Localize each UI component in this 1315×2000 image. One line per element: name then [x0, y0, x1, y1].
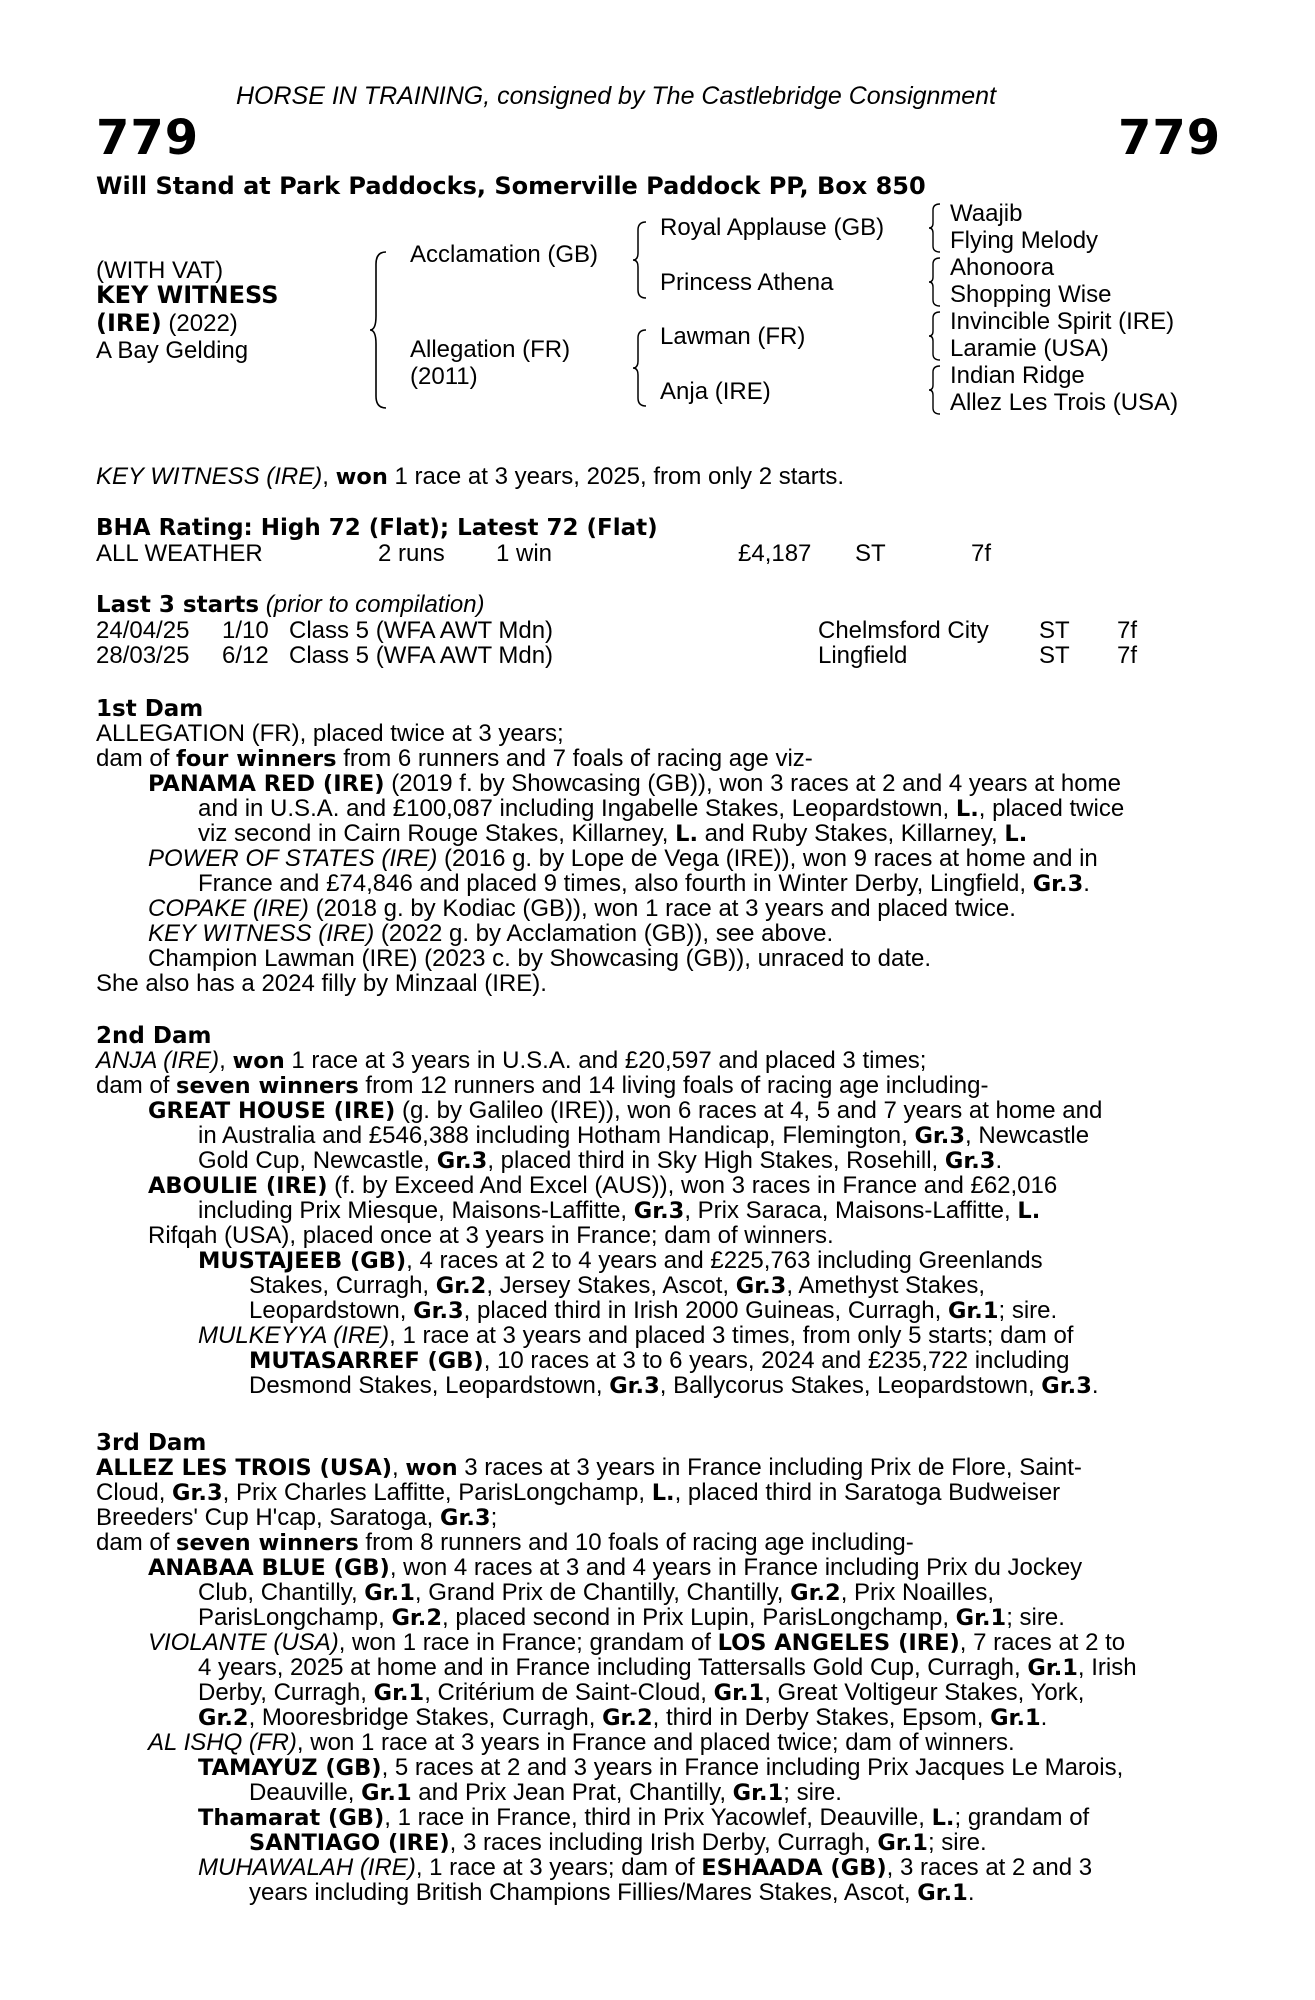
produce-line: KEY WITNESS (IRE) (2022 g. by Acclamation (GB)), see above. [148, 920, 834, 947]
going: ST [855, 540, 886, 567]
dam-dam: Anja (IRE) [660, 378, 771, 405]
summary-rest: 1 race at 3 years, 2025, from only 2 starts. [387, 463, 845, 490]
produce-line: Deauville, Gr.1 and Prix Jean Prat, Chantilly, Gr.1; sire. [249, 1779, 842, 1806]
produce-line: Leopardstown, Gr.3, placed third in Irish 2000 Guineas, Curragh, Gr.1; sire. [249, 1297, 1058, 1324]
lot-number-right: 779 [1118, 110, 1222, 166]
race-summary [96, 464, 844, 491]
start-distance: 7f [1117, 642, 1138, 669]
produce-line: ABOULIE (IRE) (f. by Exceed And Excel (AUS)), won 3 races in France and £62,016 [148, 1172, 1058, 1199]
produce-line: MUSTAJEEB (GB), 4 races at 2 to 4 years and £225,763 including Greenlands [198, 1247, 1043, 1274]
horse-description: A Bay Gelding [96, 337, 249, 364]
pedigree-brace-ds [928, 310, 942, 362]
surface: ALL WEATHER [96, 540, 263, 567]
horse-name: KEY WITNESS [96, 281, 279, 309]
produce-line: AL ISHQ (FR), won 1 race at 3 years in France and placed twice; dam of winners. [148, 1729, 1015, 1756]
start-course: Chelmsford City [818, 617, 989, 644]
horse-year: (2022) [161, 310, 238, 337]
produce-line: VIOLANTE (USA), won 1 race in France; grandam of LOS ANGELES (IRE), 7 races at 2 to [148, 1629, 1126, 1656]
produce-line: Club, Chantilly, Gr.1, Grand Prix de Chantilly, Chantilly, Gr.2, Prix Noailles, [198, 1579, 995, 1606]
summary-won: won [335, 464, 388, 490]
horse-origin-year [96, 311, 238, 337]
pedigree-brace-ss [928, 202, 942, 254]
last-starts-title [96, 592, 485, 619]
produce-line: 4 years, 2025 at home and in France including Tattersalls Gold Cup, Curragh, Gr.1, Irish [198, 1654, 1137, 1681]
dam-line: dam of seven winners from 8 runners and 10 foals of racing age including- [96, 1529, 914, 1556]
dam-year: (2011) [410, 363, 478, 390]
vat-note: (WITH VAT) [96, 257, 224, 284]
dam-line: ALLEZ LES TROIS (USA), won 3 races at 3 years in France including Prix de Flore, Saint- [96, 1454, 1082, 1481]
dam-line: Breeders' Cup H'cap, Saratoga, Gr.3; [96, 1504, 498, 1531]
lot-number-left: 779 [96, 110, 200, 166]
sire-sire: Royal Applause (GB) [660, 214, 885, 241]
dam-line: Cloud, Gr.3, Prix Charles Laffitte, ParisLongchamp, L., placed third in Saratoga Budweiser [96, 1479, 1061, 1506]
produce-line: in Australia and £546,388 including Hotham Handicap, Flemington, Gr.3, Newcastle [198, 1122, 1090, 1149]
produce-line: MULKEYYA (IRE), 1 race at 3 years and placed 3 times, from only 5 starts; dam of [198, 1322, 1074, 1349]
produce-line: PANAMA RED (IRE) (2019 f. by Showcasing (GB)), won 3 races at 2 and 4 years at home [148, 770, 1121, 797]
produce-line: She also has a 2024 filly by Minzaal (IRE). [96, 970, 547, 997]
pedigree-brace-main [368, 250, 388, 410]
start-position: 1/10 [222, 617, 269, 644]
produce-line: MUHAWALAH (IRE), 1 race at 3 years; dam of ESHAADA (GB), 3 races at 2 and 3 [198, 1854, 1093, 1881]
dam-line: ALLEGATION (FR), placed twice at 3 years; [96, 720, 564, 747]
sire-dam: Princess Athena [660, 269, 834, 296]
produce-line: years including British Champions Fillies/Mares Stakes, Ascot, Gr.1. [249, 1879, 975, 1906]
summary-sep: , [322, 463, 336, 490]
dd-sire: Indian Ridge [950, 362, 1085, 389]
produce-line: France and £74,846 and placed 9 times, also fourth in Winter Derby, Lingfield, Gr.3. [198, 870, 1090, 897]
produce-line: Thamarat (GB), 1 race in France, third in Prix Yacowlef, Deauville, L.; grandam of [198, 1804, 1090, 1831]
produce-line: including Prix Miesque, Maisons-Laffitte, Gr.3, Prix Saraca, Maisons-Laffitte, L. [198, 1197, 1041, 1224]
section-title: 2nd Dam [96, 1023, 212, 1049]
start-race: Class 5 (WFA AWT Mdn) [289, 642, 554, 669]
runs: 2 runs [378, 540, 445, 567]
start-date: 28/03/25 [96, 642, 190, 669]
produce-line: Stakes, Curragh, Gr.2, Jersey Stakes, Ascot, Gr.3, Amethyst Stakes, [249, 1272, 986, 1299]
stand-location: Will Stand at Park Paddocks, Somerville Paddock PP, Box 850 [96, 172, 926, 200]
last-starts-note: (prior to compilation) [259, 591, 485, 618]
ds-dam: Laramie (USA) [950, 335, 1109, 362]
sd-dam: Shopping Wise [950, 281, 1112, 308]
dam-line: dam of seven winners from 12 runners and 14 living foals of racing age including- [96, 1072, 989, 1099]
start-going: ST [1039, 642, 1070, 669]
sire: Acclamation (GB) [410, 241, 599, 268]
produce-line: POWER OF STATES (IRE) (2016 g. by Lope de Vega (IRE)), won 9 races at home and in [148, 845, 1098, 872]
produce-line: ANABAA BLUE (GB), won 4 races at 3 and 4 years in France including Prix du Jockey [148, 1554, 1083, 1581]
ss-sire: Waajib [950, 200, 1023, 227]
produce-line: Gold Cup, Newcastle, Gr.3, placed third in Sky High Stakes, Rosehill, Gr.3. [198, 1147, 1003, 1174]
pedigree-brace-sd [928, 256, 942, 308]
produce-line: viz second in Cairn Rouge Stakes, Killarney, L. and Ruby Stakes, Killarney, L. [198, 820, 1028, 847]
produce-line: SANTIAGO (IRE), 3 races including Irish Derby, Curragh, Gr.1; sire. [249, 1829, 987, 1856]
ss-dam: Flying Melody [950, 227, 1099, 254]
ds-sire: Invincible Spirit (IRE) [950, 308, 1175, 335]
sd-sire: Ahonoora [950, 254, 1055, 281]
dam: Allegation (FR) [410, 336, 571, 363]
produce-line: ParisLongchamp, Gr.2, placed second in Prix Lupin, ParisLongchamp, Gr.1; sire. [198, 1604, 1065, 1631]
dam-sire: Lawman (FR) [660, 323, 806, 350]
summary-name: KEY WITNESS (IRE) [96, 463, 323, 490]
wins: 1 win [496, 540, 553, 567]
pedigree-brace-sire [632, 220, 648, 300]
start-going: ST [1039, 617, 1070, 644]
produce-line: and in U.S.A. and £100,087 including Ingabelle Stakes, Leopardstown, L., placed twice [198, 795, 1125, 822]
start-position: 6/12 [222, 642, 269, 669]
produce-line: Champion Lawman (IRE) (2023 c. by Showcasing (GB)), unraced to date. [148, 945, 932, 972]
pedigree-brace-dam [632, 328, 648, 408]
section-title: 3rd Dam [96, 1430, 207, 1456]
produce-line: Desmond Stakes, Leopardstown, Gr.3, Ballycorus Stakes, Leopardstown, Gr.3. [249, 1372, 1099, 1399]
produce-line: COPAKE (IRE) (2018 g. by Kodiac (GB)), won 1 race at 3 years and placed twice. [148, 895, 1016, 922]
produce-line: MUTASARREF (GB), 10 races at 3 to 6 years, 2024 and £235,722 including [249, 1347, 1070, 1374]
dam-line: dam of four winners from 6 runners and 7 foals of racing age viz- [96, 745, 813, 772]
section-title: 1st Dam [96, 696, 204, 722]
start-distance: 7f [1117, 617, 1138, 644]
prize-money: £4,187 [738, 540, 812, 567]
start-date: 24/04/25 [96, 617, 190, 644]
produce-line: TAMAYUZ (GB), 5 races at 2 and 3 years in France including Prix Jacques Le Marois, [198, 1754, 1124, 1781]
start-race: Class 5 (WFA AWT Mdn) [289, 617, 554, 644]
produce-line: Rifqah (USA), placed once at 3 years in France; dam of winners. [148, 1222, 834, 1249]
horse-origin: (IRE) [96, 309, 162, 337]
last-starts-label: Last 3 starts [96, 592, 260, 618]
catalogue-header: HORSE IN TRAINING, consigned by The Castlebridge Consignment [236, 82, 997, 110]
distance: 7f [971, 540, 992, 567]
produce-line: GREAT HOUSE (IRE) (g. by Galileo (IRE)), won 6 races at 4, 5 and 7 years at home and [148, 1097, 1103, 1124]
pedigree-brace-dd [928, 364, 942, 416]
produce-line: Gr.2, Mooresbridge Stakes, Curragh, Gr.2, third in Derby Stakes, Epsom, Gr.1. [198, 1704, 1048, 1731]
start-course: Lingfield [818, 642, 908, 669]
dam-line: ANJA (IRE), won 1 race at 3 years in U.S.A. and £20,597 and placed 3 times; [96, 1047, 927, 1074]
bha-rating: BHA Rating: High 72 (Flat); Latest 72 (Flat) [96, 515, 658, 541]
dd-dam: Allez Les Trois (USA) [950, 389, 1179, 416]
produce-line: Derby, Curragh, Gr.1, Critérium de Saint-Cloud, Gr.1, Great Voltigeur Stakes, York, [198, 1679, 1085, 1706]
